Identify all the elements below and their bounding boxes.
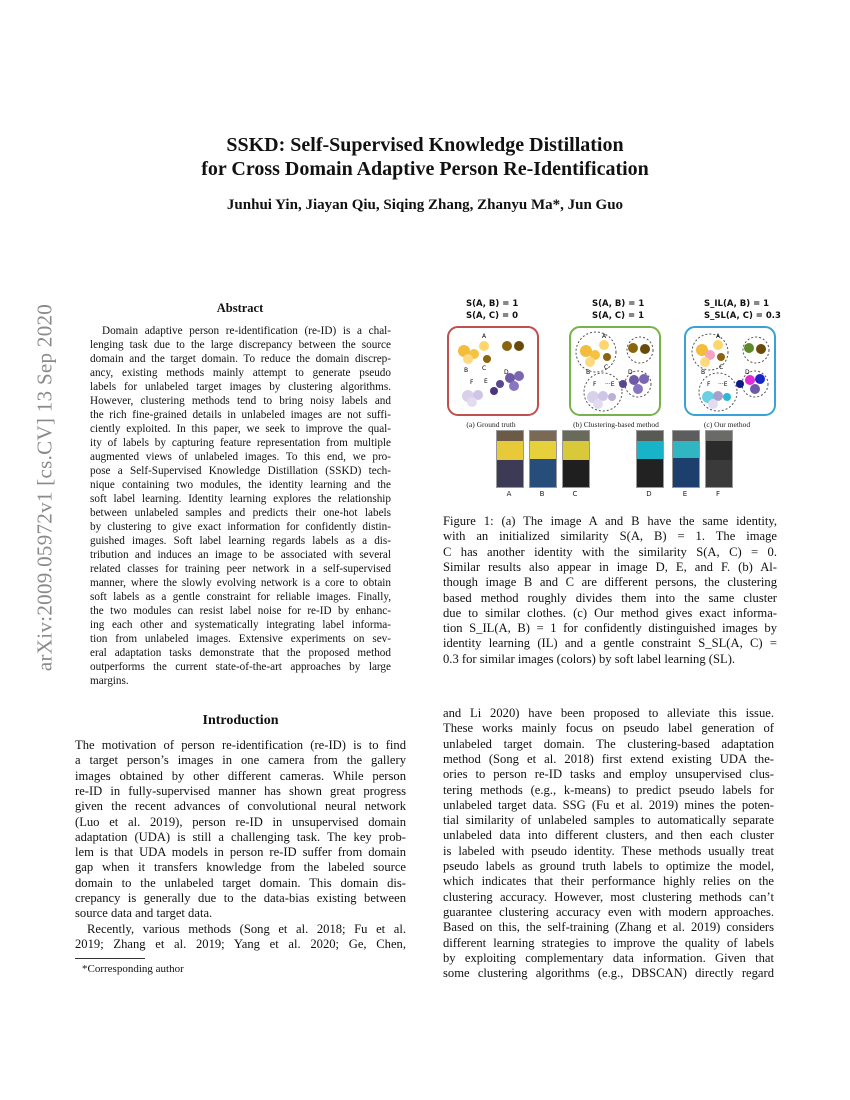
text-line: manner, where the slowly evolving network is a core to obtain [90,577,391,589]
text-line: Domain adaptive person re-identification (re-ID) is a chal- [102,325,391,337]
point-a [713,340,723,350]
point [514,371,524,381]
panel-a-caption: (a) Ground truth [466,420,516,429]
point [619,380,627,388]
point [509,381,519,391]
point-c [483,355,491,363]
point-label-b: B [701,369,706,376]
cluster-panels-svg [440,322,780,422]
abstract-heading: Abstract [216,301,264,315]
person-image-e [672,430,700,488]
point [640,344,650,354]
text-line: clustering accuracy. However, most clustering methods can’t [443,889,774,904]
point-label-d: D [504,369,509,376]
text-line: tial similarity of unlabeled samples to automatically separate [443,813,774,828]
person-label-b: B [539,490,545,498]
text-line: domain to the unlabeled target domain. This domain dis- [75,875,406,890]
point-label-f: F [593,381,597,388]
text-line: unlabeled data into different clusters, and then each cluster [443,828,774,843]
person-label-a: A [506,490,512,498]
point-label-d: D [628,369,633,376]
point [708,399,718,409]
text-line: 2019; Zhang et al. 2019; Yang et al. 2020; Ge, Chen, [75,936,406,951]
person-label-d: D [646,490,652,498]
point [496,380,504,388]
point-label-f: F [470,379,474,386]
point-label-f: F [707,381,711,388]
introduction-heading: Introduction [202,713,279,728]
text-line: Based on this, the self-training (Zhang et al. 2019) considers [443,920,774,935]
point [755,374,765,384]
point-label-b: B [464,367,469,374]
text-line: pose a Self-Supervised Knowledge Distillation (SSKD) tech- [90,465,391,477]
point [585,357,595,367]
point-label-d: D [745,369,750,376]
text-line: related classes for training peer network in a self-supervised [90,563,391,575]
panel-c-label-1: S_IL(A, B) = 1 [704,299,770,309]
text-line: guished images. Soft label learning regards labels as a dis- [90,535,391,547]
text-line: method (Song et al. 2018) first extend existing UDA the- [443,751,774,766]
panel-c-border [685,327,775,415]
person-image-a [496,430,524,488]
text-line: due to similar clothes. (c) Our method gives exact informa- [443,605,777,620]
text-line: C has another identity with the similarity S(A, C) = 0. [443,544,777,559]
person-label-e: E [682,490,688,498]
point [502,341,512,351]
text-line: pseudo labels as ground truth labels to optimize the model, [443,859,774,873]
text-line: These works mainly focus on pseudo label generation of [443,721,774,736]
text-line: labels for unlabeled target images by clustering algorithms. [90,381,391,393]
point [628,343,638,353]
point [467,397,477,407]
panel-c-caption: (c) Our method [703,420,751,429]
text-line: ing each other and systematically integrating label informa- [90,619,391,631]
text-line: some clustering algorithms (e.g., DBSCAN) directly regard [443,966,774,981]
point-label-c: C [604,364,609,371]
point-label-e: ···E [718,381,728,388]
text-line: is labeled with pseudo identity. These methods usually treat [443,843,774,858]
point-a [599,340,609,350]
point [723,393,731,401]
text-line: However, clustering methods tend to bring noisy labels and [90,395,391,407]
point [639,374,649,384]
point [750,384,760,394]
text-line: ories to person re-ID tasks and employ unsupervised clus- [443,767,774,782]
text-line: adaptation (UDA) is still a challenging task. The key prob- [75,829,406,844]
point-label-a: A [602,333,607,340]
text-line: lenging task due to the large discrepancy between the source [90,339,391,351]
person-image-f [705,430,733,488]
person-label-f: F [715,490,721,498]
point-label-c: C [719,364,724,371]
arxiv-identifier[interactable]: arXiv:2009.05972v1 [cs.CV] 13 Sep 2020 [32,303,57,672]
point-a [479,341,489,351]
point-label-e: ···E [605,381,615,388]
text-line: between unlabeled samples and predicts their one-hot labels [90,507,391,519]
text-line: a target person’s images in one camera from the gallery [75,753,406,768]
text-line: outperforms the current state-of-the-art approaches by large [90,661,391,673]
text-line: (Luo et al. 2019), person re-ID in unsupervised domain [75,814,406,829]
text-line: Similar results also appear in image D, E, and F. (b) Al- [443,559,777,574]
point [490,387,498,395]
panel-b-border [570,327,660,415]
point [629,375,639,385]
panel-a-label-2: S(A, C) = 0 [466,311,519,321]
text-line: tion S_IL(A, B) = 1 for confidently distinguished images by [443,621,777,636]
text-line: ciently exploited. In this paper, we seek to improve the qual- [90,423,391,435]
text-line: unlabeled target domain. The clustering-based adaptation [443,736,774,751]
person-image-b [529,430,557,488]
text-line: eral adaptation tasks demonstrate that the proposed method [90,647,391,659]
title-line-1: SSKD: Self-Supervised Knowledge Distillation [226,134,624,156]
title-line-2: for Cross Domain Adaptive Person Re-Identification [201,158,649,180]
point-c [603,353,611,361]
text-line: unlabeled target data. SSG (Fu et al. 2019) mines the poten- [443,797,774,812]
text-line: nique containing two modules, the identity learning and the [90,479,391,491]
panel-b-label-1: S(A, B) = 1 [592,299,645,309]
text-line: by clustering to give exact information for confidently distin- [90,521,391,533]
text-line: ity of labels by capturing feature representation from multiple [90,437,391,449]
text-line: guarantee clustering accuracy even with modern approaches. [443,904,774,919]
point [593,399,603,409]
text-line: the two modules can resist label noise for re-ID by enhanc- [90,605,391,617]
point-c [717,353,725,361]
author-list: Junhui Yin, Jiayan Qiu, Siqing Zhang, Zhanyu Ma*, Jun Guo [226,197,624,213]
text-line: Recently, various methods (Song et al. 2018; Fu et al. [87,921,406,936]
text-line: soft labels as a gentle constraint for reliable images. Finally, [90,591,391,603]
text-line: images obtained by other different cameras. While person [75,768,406,783]
point [633,384,643,394]
text-line: The motivation of person re-identification (re-ID) is to find [75,738,406,752]
paper-title [100,133,750,181]
point [736,380,744,388]
footnote-rule [75,958,145,959]
text-line: ancy, existing methods mainly attempt to generate pseudo [90,367,391,379]
text-line: source data and target data. [75,906,213,921]
point-label-e: E [484,378,488,385]
text-line: domain and the target domain. To reduce the domain discrep- [90,353,391,365]
text-line: though image B and C are different persons, the clustering [443,575,777,590]
point [463,354,473,364]
footnote-corresponding-author: *Corresponding author [82,963,184,975]
text-line: 0.3 for similar images (colors) by soft label learning (SL). [443,651,736,666]
point-label-c: C [482,365,487,372]
text-line: given the recent advances of convolutional neural network [75,799,406,814]
point-label-a: A [482,333,487,340]
point [745,375,755,385]
point [514,341,524,351]
text-line: and Li 2020) have been proposed to alleviate this issue. [443,706,774,720]
text-line: lem is that UDA models in person re-ID suffer from domain [75,845,406,860]
text-line: soft label learning. Identity learning explores the relationship [90,493,391,505]
point [744,343,754,353]
panel-b-caption: (b) Clustering-based method [573,420,659,429]
text-line: which indicates that their performance highly relies on the [443,874,774,889]
text-line: crepancy is generally due to the data-bias existing between [75,891,406,905]
text-line: tering methods (e.g., k-means) to predict pseudo labels for [443,782,774,797]
point [756,344,766,354]
text-line: identity learning (IL) and a gentle constraint S_SL(A, C) = [443,636,777,651]
panel-a-border [448,327,538,415]
text-line: margins. [90,675,129,687]
text-line: augmented views of unlabeled images. To this end, we pro- [90,451,391,463]
person-label-c: C [572,490,578,498]
panel-c-label-2: S_SL(A, C) = 0.3 [704,311,781,321]
text-line: with an initialized similarity S(A, B) = 1. The image [443,529,777,544]
point [608,393,616,401]
text-line: Figure 1: (a) The image A and B have the same identity, [443,514,777,528]
text-line: re-ID in fully-supervised manner has shown great progress [75,783,406,798]
panel-a-label-1: S(A, B) = 1 [466,299,519,309]
panel-b-label-2: S(A, C) = 1 [592,311,645,321]
text-line: tribution and induces an image to be associated with several [90,549,391,561]
person-image-c [562,430,590,488]
text-line: tion from unlabeled images. Extensive experiments on sev- [90,633,391,645]
point [700,357,710,367]
person-image-d [636,430,664,488]
text-line: by exploiting complementary data information. Given that [443,950,774,965]
text-line: based method roughly divides them into the same cluster [443,590,777,605]
point-label-b: B [586,369,591,376]
text-line: different learning strategies to improve the quality of labels [443,935,774,950]
text-line: gap when it transfers knowledge from the labeled source [75,860,406,875]
text-line: the rich fine-grained details in unlabeled images are not suffi- [90,409,391,421]
point-label-a: A [716,333,721,340]
